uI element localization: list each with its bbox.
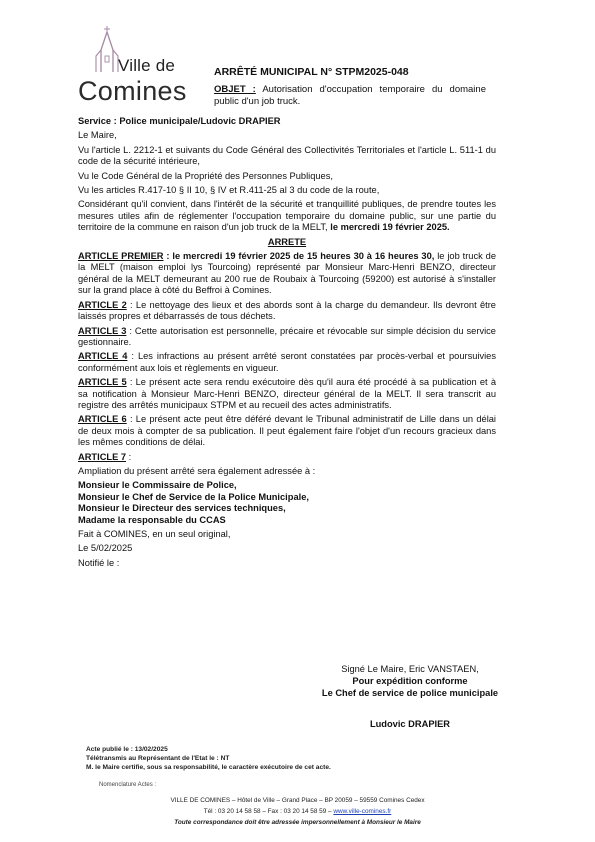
document-header [214, 66, 486, 108]
article-label: ARTICLE 3 [78, 325, 127, 336]
arrete-heading: ARRETE [267, 236, 307, 247]
signature-name: Ludovic DRAPIER [369, 719, 451, 729]
footer-contact [0, 808, 595, 815]
article-text: : [126, 451, 132, 462]
vu-3: Vu les articles R.417-10 § II 10, § IV et R.411-25 al 3 du code de la route, [78, 185, 380, 196]
document-body [78, 116, 496, 572]
article-label: ARTICLE 4 [78, 351, 128, 362]
article-label: ARTICLE 6 [78, 414, 127, 425]
article-text: : Cette autorisation est personnelle, précaire et révocable sur simple décision du service gestionnaire. [78, 325, 496, 347]
recipients-list [78, 480, 496, 526]
signature-signed: Signé Le Maire, Eric VANSTAEN, [341, 664, 479, 674]
article-text: : Les infractions au présent arrêté seront constatées par procès-verbal et poursuivies conformément aux lois et règlements en vigueur. [78, 351, 496, 373]
objet-text: Autorisation d'occupation temporaire du domaine public d'un job truck. [214, 84, 486, 107]
website-link[interactable]: www.ville-comines.fr [333, 808, 392, 815]
fait-a: Fait à COMINES, en un seul original, [78, 529, 231, 539]
objet-label: OBJET : [214, 84, 256, 95]
publication-meta [86, 745, 331, 772]
article-6 [78, 414, 496, 448]
considerant-date: le mercredi 19 février 2025. [330, 222, 450, 233]
article-4 [78, 351, 496, 374]
document-object [214, 84, 486, 108]
recipient: Madame la responsable du CCAS [78, 514, 226, 525]
signature-block [280, 663, 540, 699]
church-icon [94, 26, 120, 72]
recipient: Monsieur le Chef de Service de la Police Municipale, [78, 491, 309, 502]
city-logo [78, 26, 196, 110]
service-line: Service : Police municipale/Ludovic DRAPIER [78, 116, 281, 126]
publie-le: Acte publié le : 13/02/2025 [86, 746, 168, 753]
article-3 [78, 326, 496, 349]
vu-1: Vu l'article L. 2212-1 et suivants du Code Général des Collectivités Territoriales et l'article L. 511-1 du code de la sécurité intérieure, [78, 144, 496, 167]
logo-comines-text: Comines [78, 76, 187, 106]
certification: M. le Maire certifie, sous sa responsabilité, le caractère exécutoire de cet acte. [86, 764, 331, 771]
considerant-text: Considérant qu'il convient, dans l'intérêt de la sécurité et tranquillité publiques, de prendre toutes les mesures utiles afin de réglementer l'occupation temporaire du domaine public, sur une partie du territoire de la commune en raison d'un job truck de la MELT, [78, 199, 496, 233]
footer-phone: Tél : 03 20 14 58 58 – Fax : 03 20 14 58 59 – [203, 808, 334, 815]
article-premier [78, 251, 496, 297]
article-label: ARTICLE 7 [78, 451, 127, 462]
article-label: ARTICLE 5 [78, 377, 127, 388]
article-text: le job truck de la MELT (maison emploi lys Tourcoing) représenté par Monsieur Marc-Henri BENZO, directeur général de la MELT demeurant au 200 rue de Roubaix à Tourcoing (59200) est autorisé à s'installer sur la grand place à côté du Beffroi à Comines. [78, 251, 496, 296]
document-date: Le 5/02/2025 [78, 543, 133, 554]
article-text: : Le présent acte peut être déféré devant le Tribunal administratif de Lille dans un délai de deux mois à compter de sa publication. Il peut également faire l'objet d'un recours gracieux dans les mêmes conditions de délai. [78, 414, 496, 448]
article-label: ARTICLE 2 [78, 299, 127, 310]
considerant [78, 199, 496, 233]
teletransmis: Télétransmis au Représentant de l'Etat le : NT [86, 755, 230, 762]
article-text: : Le nettoyage des lieux et des abords sont à la charge du demandeur. Ils devront être laissés propres et débarrassés de tous déchets. [78, 299, 496, 322]
logo-ville-text: Ville de [118, 56, 176, 75]
article-7 [78, 452, 496, 463]
recipient: Monsieur le Commissaire de Police, [78, 480, 237, 491]
article-text: : Le présent acte sera rendu exécutoire dès qu'il aura été procédé à sa publication et à sa notification à Monsieur Marc-Henri BENZO, directeur général de la MELT. Il sera transcrit au registre des arrêtés municipaux STPM et au recueil des actes administratifs. [78, 377, 496, 410]
vu-2: Vu le Code Général de la Propriété des Personnes Publiques, [78, 170, 333, 181]
document-title: ARRÊTÉ MUNICIPAL N° STPM2025-048 [214, 66, 409, 78]
signature-chef: Le Chef de service de police municipale [321, 688, 499, 698]
le-maire: Le Maire, [78, 130, 117, 141]
notifie-le: Notifié le : [78, 557, 120, 568]
nomenclature: Nomenclature Actes : [99, 782, 157, 788]
article-5 [78, 377, 496, 411]
recipient: Monsieur le Directeur des services techniques, [78, 503, 286, 514]
article-2 [78, 300, 496, 323]
signature-pour: Pour expédition conforme [352, 676, 468, 686]
article-bold-lead: : le mercredi 19 février 2025 de 15 heures 30 à 16 heures 30, [163, 251, 435, 262]
ampliation: Ampliation du présent arrêté sera également adressée à : [78, 465, 316, 476]
footer-note: Toute correspondance doit être adressée impersonnellement à Monsieur le Maire [174, 819, 421, 826]
article-label: ARTICLE PREMIER [78, 251, 164, 262]
footer-address: VILLE DE COMINES – Hôtel de Ville – Grand Place – BP 20059 – 59559 Comines Cedex [170, 797, 425, 804]
